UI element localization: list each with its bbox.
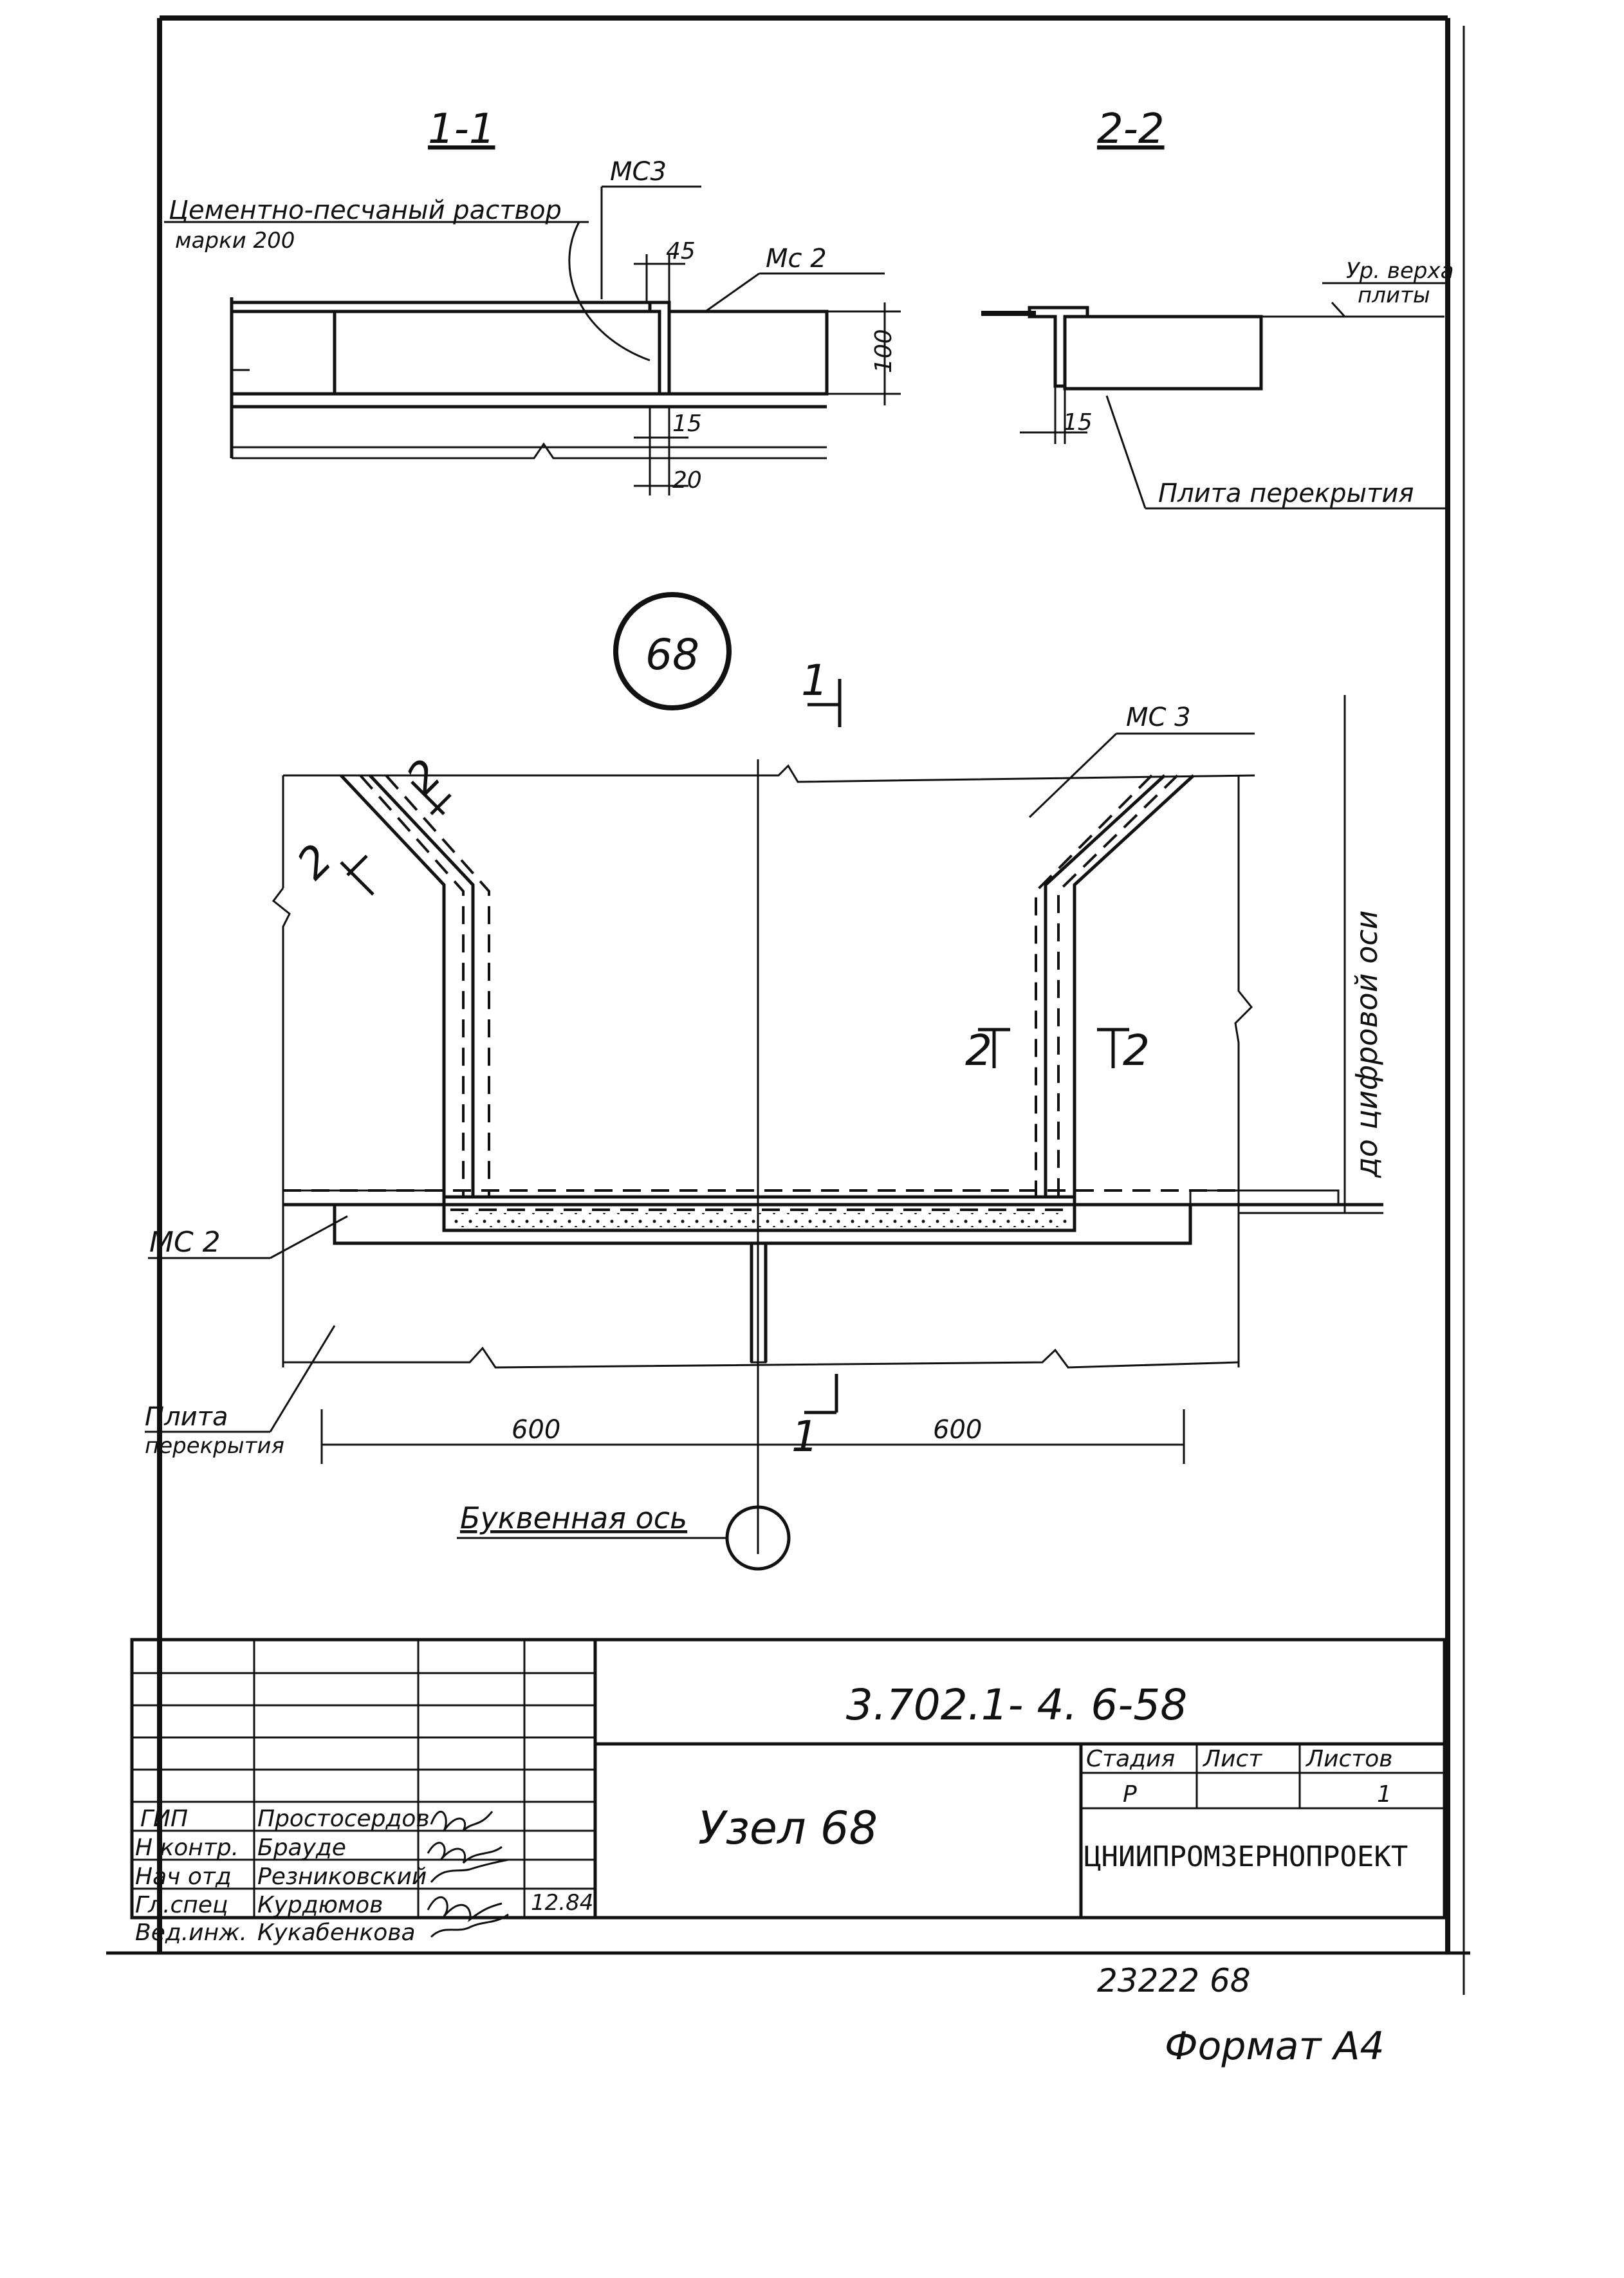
dim-100: 100 (871, 329, 897, 373)
dim-15: 15 (672, 411, 702, 437)
cut-2-mid-left: 2 (965, 1026, 992, 1075)
format-label: Формат А4 (1165, 2024, 1385, 2069)
label-mortar-line1: Цементно-песчаный раствор (169, 196, 562, 225)
label-level-line1: Ур. верха (1346, 258, 1454, 284)
sign-role: Н контр. (135, 1835, 239, 1861)
plan-view (145, 595, 1384, 1569)
label-mc2-plan: МС 2 (149, 1226, 221, 1259)
sheet-frame (106, 18, 1470, 1995)
section-2-2 (981, 106, 1453, 508)
slab-section-2 (1065, 317, 1261, 389)
title-block (132, 1640, 1444, 1946)
label-mc3-plan: МС 3 (1126, 703, 1191, 732)
stage-header: Стадия (1086, 1746, 1176, 1772)
section-1-1-title: 1-1 (428, 106, 495, 153)
label-mc3-section: МС3 (610, 157, 667, 187)
stage-value: Р (1123, 1781, 1137, 1808)
signature-row (135, 1920, 416, 1946)
label-digital-axis: до цифровой оси (1349, 910, 1384, 1178)
signature-row (135, 1864, 427, 1890)
sign-name: Кукабенкова (257, 1920, 416, 1946)
label-level-line2: плиты (1358, 282, 1430, 308)
cut-2-upper: 2 (396, 750, 452, 804)
sign-name: Простосердов (257, 1806, 430, 1832)
label-slab-section2: Плита перекрытия (1158, 479, 1414, 508)
sheets-header: Листов (1306, 1746, 1393, 1772)
signature-row (140, 1806, 430, 1832)
cut-2-marks (288, 750, 1150, 1075)
doc-code: 3.702.1- 4. 6-58 (845, 1680, 1188, 1730)
cut-1-bottom: 1 (791, 1412, 818, 1461)
signature-row (135, 1892, 383, 1918)
sign-role: Вед.инж. (135, 1920, 247, 1946)
concrete-section (669, 311, 827, 394)
sheets-value: 1 (1377, 1781, 1392, 1808)
sign-role: ГИП (140, 1806, 189, 1832)
section-1-1 (164, 106, 901, 495)
cut-2-lower: 2 (287, 835, 342, 889)
organization: ЦНИИПРОМЗЕРНОПРОЕКТ (1084, 1840, 1408, 1873)
sign-name: Резниковский (257, 1864, 427, 1890)
dim-45: 45 (666, 238, 696, 264)
label-mortar-line2: марки 200 (175, 228, 295, 254)
signature-row (135, 1835, 346, 1861)
label-letter-axis: Буквенная ось (460, 1501, 688, 1535)
cut-1-top: 1 (801, 656, 828, 705)
label-slab-plan-2: перекрытия (145, 1433, 284, 1459)
dim-15-section2: 15 (1063, 409, 1093, 436)
node-number: 68 (645, 630, 699, 680)
section-2-2-title: 2-2 (1097, 106, 1165, 153)
cut-2-mid-right: 2 (1123, 1026, 1150, 1075)
dim-600-left: 600 (512, 1415, 561, 1445)
dim-20: 20 (672, 467, 702, 494)
sign-role: Гл.спец (135, 1892, 228, 1918)
label-slab-plan-1: Плита (145, 1402, 228, 1432)
sign-name: Курдюмов (257, 1892, 383, 1918)
sheet-header: Лист (1203, 1746, 1262, 1772)
drawing-name: Узел 68 (698, 1802, 878, 1855)
sign-name: Брауде (257, 1835, 346, 1861)
sign-date: 12.84 (531, 1890, 594, 1916)
inventory-number: 23222 68 (1097, 1962, 1251, 1999)
sign-role: Нач отд (135, 1864, 232, 1890)
dim-600-right: 600 (933, 1415, 983, 1445)
label-mc2-section: Мс 2 (766, 244, 827, 273)
